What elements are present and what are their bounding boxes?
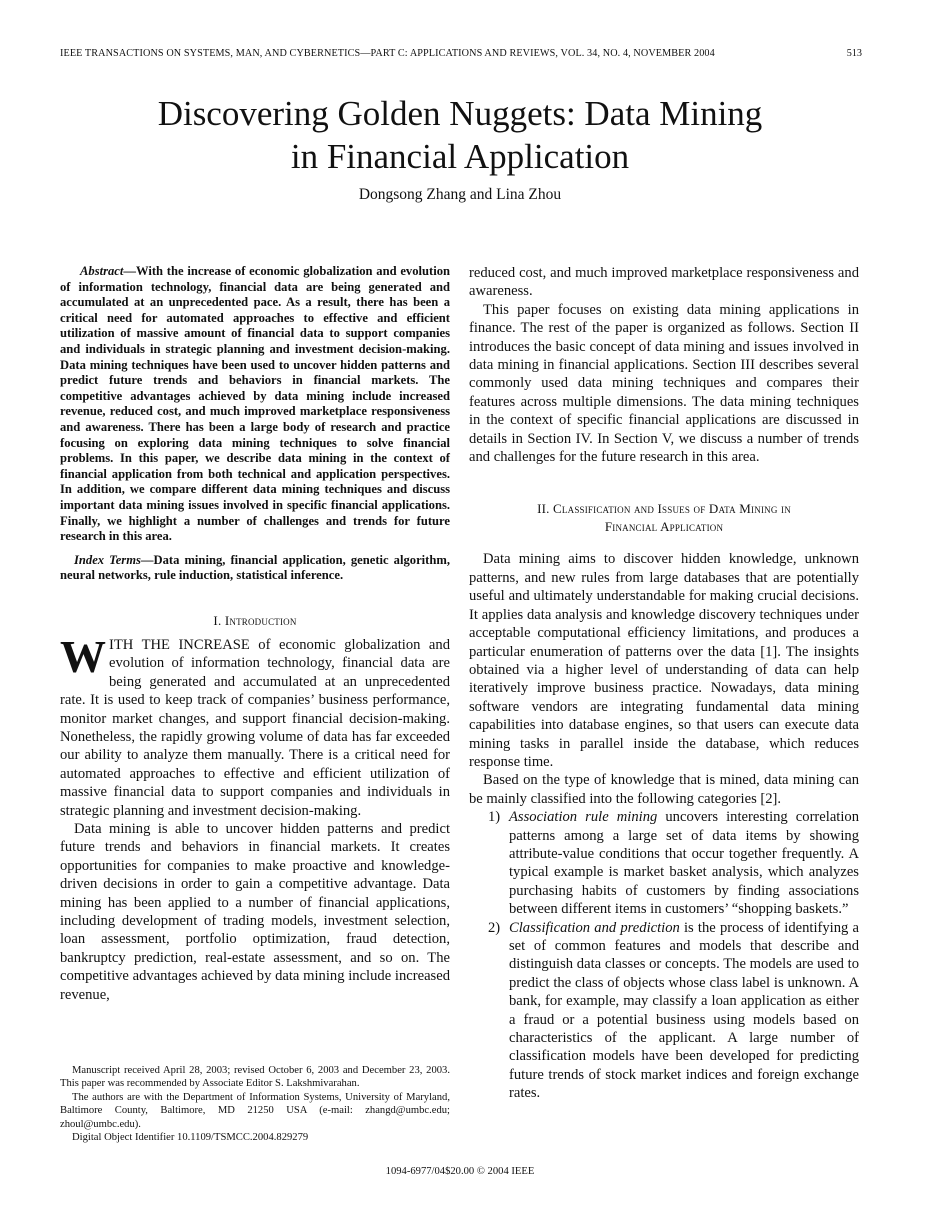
left-column	[60, 264, 450, 1004]
abstract-text: —With the increase of economic globalization and evolution of information technology, financial data are being generated and accumulated at an unprecedented pace. As a result, there has been a critical need for automated approaches to effective and efficient utilization of massive amount of financial data to support companies and individuals in strategic planning and investment decision-making. Data mining techniques have been used to uncover hidden patterns and predict future trends and behaviors in financial markets. The competitive advantages achieved by data mining include increased revenue, reduced cost, and much improved marketplace responsiveness and awareness. There has been a large body of research and practice focusing on exploring data mining techniques to solve financial problems. In this paper, we describe data mining in the context of financial application from both technical and application perspectives. In addition, we compare different data mining techniques and discuss important data mining issues involved in specific financial applications. Finally, we highlight a number of challenges and trends for future research in this area.	[60, 264, 450, 544]
continuation-paragraph: reduced cost, and much improved marketplace responsiveness and awareness.	[469, 265, 859, 300]
list-item-term: Classification and prediction	[509, 919, 680, 936]
index-terms-text: —Data mining, financial application, genetic algorithm, neural networks, rule induction, statistical inference.	[60, 552, 450, 583]
section-2-paragraph-1: Data mining aims to discover hidden knowledge, unknown patterns, and new rules from large databases that are potentially useful and ultimately understandable for making crucial decisions. It applies data analysis and knowledge discovery techniques under acceptable computational efficiency limitations, and produces a particular enumeration of patterns over the data [1]. The insights obtained via a higher level of understanding of data can help iteratively improve business practice. Nowadays, data mining software vendors are integrating fundamental data mining capabilities into database engines, so that users can execute data mining tasks in parallel inside the database, which reduces response time.	[469, 551, 859, 770]
list-item-number: 1)	[488, 809, 501, 826]
drop-cap: W	[60, 630, 106, 682]
section-2-heading-line-1: II. Classification and Issues of Data Mining in	[537, 501, 791, 517]
paper-title	[60, 92, 860, 178]
section-2-heading-line-2: Financial Application	[604, 519, 724, 535]
running-header: IEEE TRANSACTIONS ON SYSTEMS, MAN, AND CYBERNETICS—PART C: APPLICATIONS AND REVIEWS, VOL. 34, NO. 4, NOVEMBER 2004	[60, 48, 715, 59]
footnote-manuscript: Manuscript received April 28, 2003; revised October 6, 2003 and December 23, 2003. This paper was recommended by Associate Editor S. Lakshmivarahan.	[60, 1065, 450, 1090]
section-2-heading	[469, 500, 859, 536]
list-item-text: uncovers interesting correlation patterns among a large set of data items by showing attribute-value conditions that occur together frequently. A typical example is market basket analysis, which analyzes purchasing habits of customers by finding associations between different items in customers’ “shopping baskets.”	[509, 809, 859, 918]
section-1-heading: I. Introduction	[213, 612, 297, 628]
abstract	[60, 264, 450, 545]
intro-paragraph-2: Data mining is able to uncover hidden patterns and predict future trends and behaviors in financial markets. It creates opportunities for companies to make proactive and knowledge-driven decisions in order to gain a competitive advantage. Data mining has been applied to a number of financial applications, including development of trading models, investment selection, loan assessment, portfolio optimization, fraud detection, bankruptcy prediction, real-estate assessment, and so on. The competitive advantages achieved by data mining include increased revenue,	[60, 820, 450, 1003]
list-item	[469, 808, 859, 918]
paper-focus-paragraph: This paper focuses on existing data mining applications in finance. The rest of the paper is organized as follows. Section II introduces the basic concept of data mining and issues involved in data mining in financial applications. Section III describes several commonly used data mining techniques and compares their features across multiple dimensions. The data mining techniques in the context of specific financial applications are discussed in details in Section IV. In Section V, we discuss a number of trends and challenges for the future research in this area.	[469, 301, 859, 466]
intro-paragraph-1-text: ITH THE INCREASE of economic globalization and evolution of information technology, financial data are being generated and accumulated at an unprecedented rate. It is used to keep track of companies’ business performance, monitor market changes, and support financial decision-making. Nonetheless, the rapidly growing volume of data has far exceeded our ability to analyze them manually. There is a critical need for automated approaches to effective and efficient utilization of massive financial data to support companies and individuals in strategic planning and investment decision-making.	[60, 636, 450, 819]
index-terms-label: Index Terms	[74, 552, 141, 567]
right-column	[469, 264, 859, 1103]
page-number: 513	[846, 48, 862, 59]
abstract-label: Abstract	[80, 264, 124, 278]
list-item	[469, 919, 859, 1103]
copyright-line: 1094-6977/04$20.00 © 2004 IEEE	[385, 1166, 535, 1177]
footnote	[60, 1064, 450, 1144]
title-line-1: Discovering Golden Nuggets: Data Mining	[157, 94, 763, 133]
intro-paragraph-1	[60, 630, 450, 820]
index-terms	[60, 553, 450, 584]
list-item-text: is the process of identifying a set of common features and models that describe and distinguish data classes or concepts. The models are used to predict the class of objects whose class label is unknown. A bank, for example, may classify a loan application as either a fraud or a potential business using models based on characteristics of the applicant. A large number of classification models have been developed for predicting future trends of stock market indices and foreign exchange rates.	[509, 919, 859, 1102]
list-item-term: Association rule mining	[509, 809, 658, 826]
author-list: Dongsong Zhang and Lina Zhou	[358, 186, 562, 203]
footnote-affiliation: The authors are with the Department of Information Systems, University of Maryland, Baltimore County, Baltimore, MD 21250 USA (e-mail: zhangd@umbc.edu; zhoul@umbc.edu).	[60, 1091, 450, 1130]
section-2-paragraph-2: Based on the type of knowledge that is mined, data mining can be mainly classified into the following categories [2].	[469, 772, 859, 807]
list-item-number: 2)	[488, 919, 501, 936]
title-line-2: in Financial Application	[290, 137, 630, 176]
footnote-doi: Digital Object Identifier 10.1109/TSMCC.2004.829279	[72, 1132, 309, 1144]
